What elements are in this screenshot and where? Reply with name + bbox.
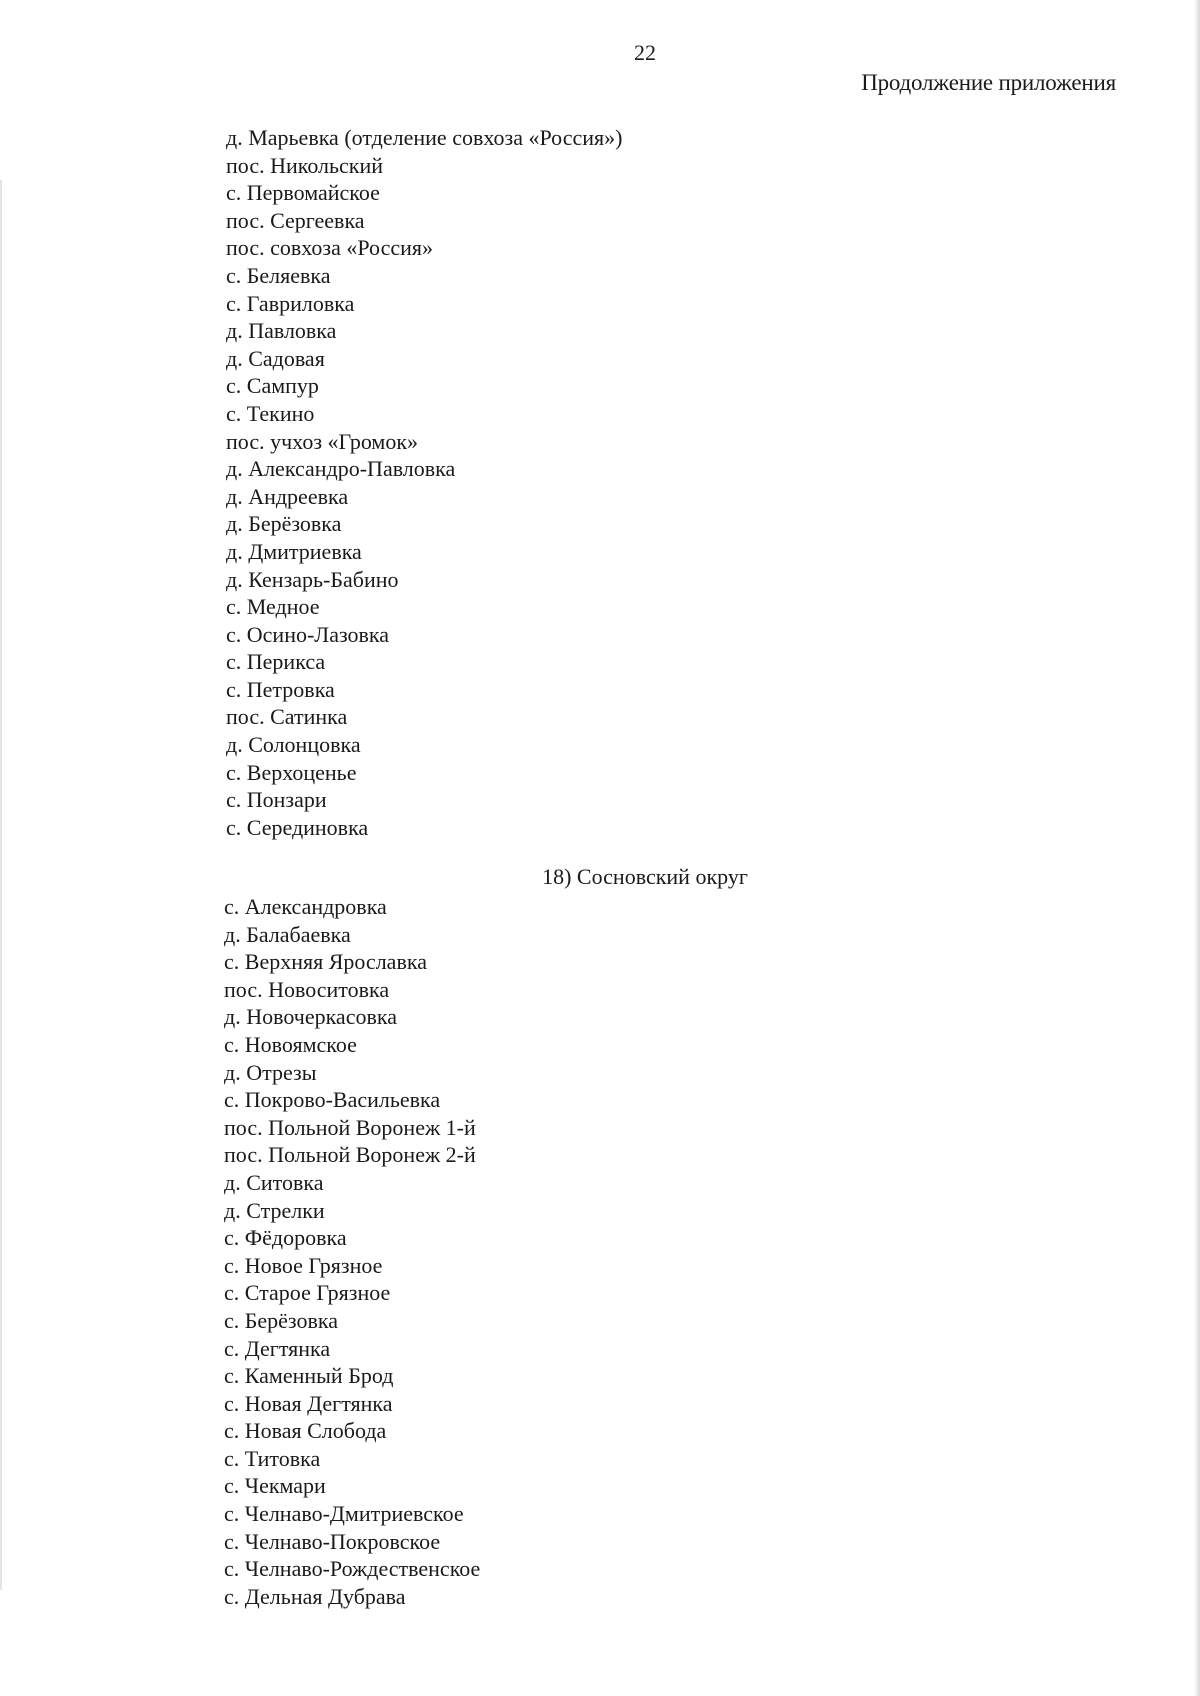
settlement-item: с. Текино (226, 400, 315, 426)
page-number: 22 (634, 40, 656, 65)
settlement-item: с. Дегтянка (224, 1335, 331, 1361)
settlement-item: с. Александровка (224, 894, 387, 919)
scan-edge-shadow (1194, 0, 1200, 1696)
settlement-item: пос. Сатинка (226, 704, 348, 730)
settlement-item: д. Кензарь-Бабино (226, 566, 399, 592)
settlement-item: пос. Новоситовка (224, 976, 390, 1002)
settlement-list-previous-district (226, 124, 622, 841)
settlement-list-sosnovsky (224, 893, 480, 1610)
settlement-item: д. Новочеркасовка (224, 1004, 397, 1030)
settlement-item: с. Верхняя Ярославка (224, 949, 427, 975)
settlement-item: д. Отрезы (224, 1059, 317, 1085)
settlement-item: пос. Польной Воронеж 2-й (224, 1142, 476, 1168)
settlement-item: с. Новая Дегтянка (224, 1390, 393, 1416)
settlement-item: с. Челнаво-Дмитриевское (224, 1501, 464, 1527)
settlement-item: с. Новая Слобода (224, 1418, 387, 1444)
settlement-item: с. Серединовка (226, 814, 369, 840)
settlement-item: с. Перикса (226, 649, 326, 675)
settlement-item: с. Чекмари (224, 1473, 326, 1499)
settlement-item: с. Гавриловка (226, 290, 355, 316)
settlement-item: пос. Польной Воронеж 1-й (224, 1114, 476, 1140)
settlement-item: д. Павловка (226, 318, 337, 344)
settlement-item: с. Новоямское (224, 1031, 357, 1057)
section-heading-sosnovsky: 18) Сосновский округ (542, 864, 748, 889)
settlement-item: с. Берёзовка (224, 1307, 338, 1333)
settlement-item: д. Берёзовка (226, 511, 342, 537)
settlement-item: д. Дмитриевка (226, 538, 362, 564)
settlement-item: с. Фёдоровка (224, 1225, 347, 1251)
settlement-item: д. Стрелки (224, 1197, 325, 1223)
settlement-item: с. Старое Грязное (224, 1280, 391, 1306)
settlement-item: с. Беляевка (226, 262, 331, 288)
settlement-item: д. Марьевка (отделение совхоза «Россия») (226, 125, 623, 150)
settlement-item: с. Новое Грязное (224, 1252, 383, 1278)
settlement-item: д. Ситовка (224, 1169, 324, 1195)
settlement-item: с. Дельная Дубрава (224, 1583, 406, 1609)
settlement-item: с. Верхоценье (226, 759, 357, 785)
settlement-item: с. Сампур (226, 373, 319, 399)
settlement-item: с. Каменный Брод (224, 1363, 394, 1389)
settlement-item: пос. учхоз «Громок» (226, 428, 419, 454)
settlement-item: пос. Никольский (226, 152, 384, 178)
settlement-item: пос. Сергеевка (226, 207, 365, 233)
settlement-item: с. Покрово-Васильевка (224, 1087, 441, 1113)
settlement-item: с. Челнаво-Рождественское (224, 1556, 481, 1582)
settlement-item: с. Понзари (226, 787, 327, 813)
settlement-item: с. Петровка (226, 676, 335, 702)
settlement-item: д. Садовая (226, 345, 325, 371)
continuation-label: Продолжение приложения (861, 70, 1116, 95)
settlement-item: д. Андреевка (226, 483, 349, 509)
settlement-item: д. Александро-Павловка (226, 456, 456, 482)
settlement-item: д. Балабаевка (224, 921, 351, 947)
settlement-item: пос. совхоза «Россия» (226, 235, 434, 261)
settlement-item: с. Медное (226, 594, 320, 620)
settlement-item: с. Титовка (224, 1445, 321, 1471)
settlement-item: с. Челнаво-Покровское (224, 1528, 441, 1554)
settlement-item: с. Первомайское (226, 180, 380, 206)
settlement-item: с. Осино-Лазовка (226, 621, 390, 647)
settlement-item: д. Солонцовка (226, 732, 361, 758)
